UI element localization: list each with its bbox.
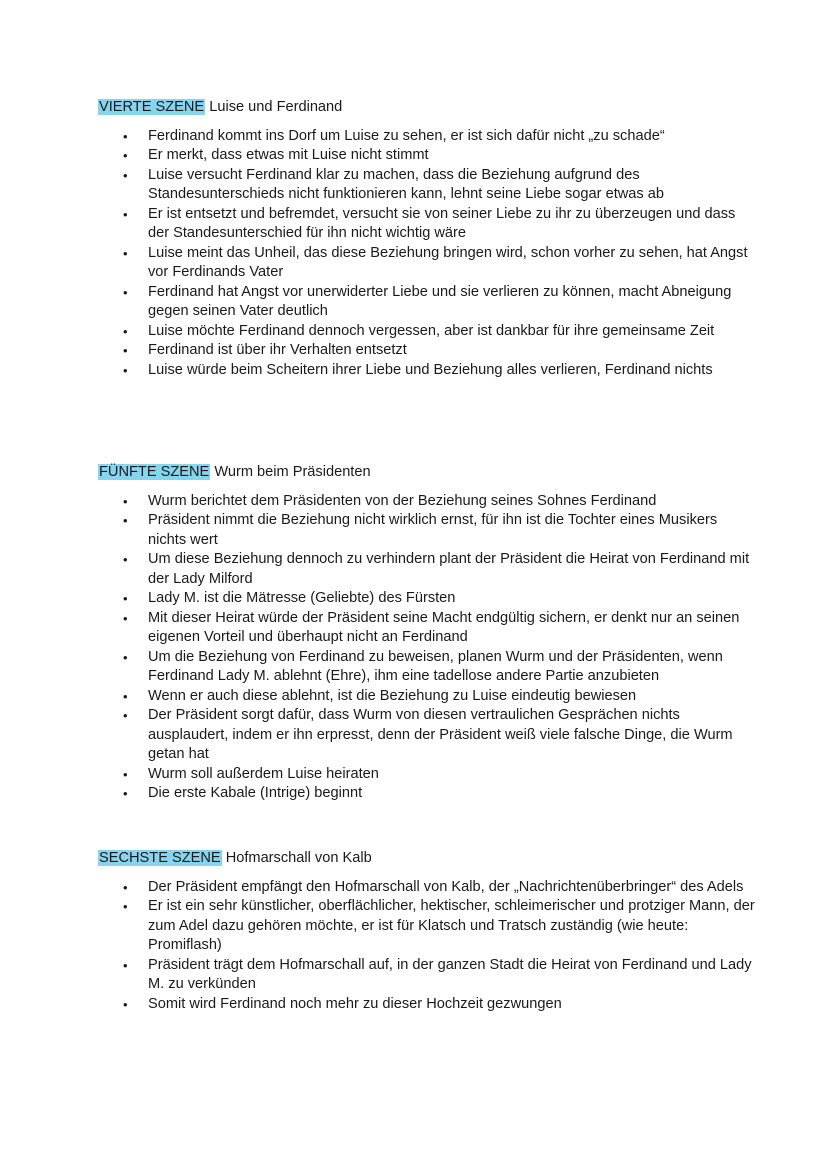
list-item-text: Luise versucht Ferdinand klar zu machen, dass die Beziehung aufgrund des Standesunterschieds nicht funktionieren kann, lehnt seine Liebe sogar etwas ab [148, 166, 664, 202]
bullet-icon: • [123, 591, 128, 606]
bullet-list [98, 127, 758, 381]
bullet-icon: • [123, 206, 128, 222]
list-item-text: Er ist entsetzt und befremdet, versucht sie von seiner Liebe zu ihr zu überzeugen und dass der Standesunterschied für ihn nicht wichtig wäre [148, 205, 736, 241]
bullet-icon: • [123, 284, 128, 300]
list-item-text: Wurm soll außerdem Luise heiraten [148, 765, 379, 782]
list-item [98, 341, 758, 361]
list-item-text: Mit dieser Heirat würde der Präsident seine Macht endgültig sichern, er denkt nur an seinen eigenen Vorteil und überhaupt nicht an Ferdinand [148, 609, 740, 645]
bullet-icon: • [123, 766, 128, 782]
list-item [98, 361, 758, 381]
bullet-icon: • [123, 879, 128, 895]
list-item-text: Ferdinand ist über ihr Verhalten entsetzt [148, 342, 407, 358]
bullet-icon: • [123, 128, 128, 144]
list-item-text: Somit wird Ferdinand noch mehr zu dieser Hochzeit gezwungen [148, 995, 562, 1012]
list-item [98, 706, 758, 765]
bullet-icon: • [123, 148, 128, 163]
list-item [98, 878, 758, 898]
list-item-text: Präsident nimmt die Beziehung nicht wirklich ernst, für ihn ist die Tochter eines Musikers nichts wert [148, 512, 718, 548]
list-item [98, 589, 758, 609]
list-item-text: Wenn er auch diese ablehnt, ist die Beziehung zu Luise eindeutig bewiesen [148, 687, 637, 704]
list-item [98, 127, 758, 147]
section-heading [98, 849, 758, 869]
bullet-icon: • [123, 649, 128, 665]
list-item [98, 687, 758, 707]
list-item [98, 956, 758, 995]
list-item [98, 550, 758, 589]
list-item-text: Um die Beziehung von Ferdinand zu beweisen, planen Wurm und der Präsidenten, wenn Ferdinand Lady M. ablehnt (Ehre), ihm eine tadellose andere Partie anzubieten [148, 648, 723, 684]
list-item [98, 765, 758, 785]
bullet-icon: • [123, 610, 128, 626]
scene-title: Hofmarschall von Kalb [225, 850, 372, 866]
list-item [98, 511, 758, 550]
list-item-text: Lady M. ist die Mätresse (Geliebte) des Fürsten [148, 590, 456, 606]
list-item-text: Er merkt, dass etwas mit Luise nicht stimmt [148, 147, 429, 163]
list-item-text: Ferdinand hat Angst vor unerwiderter Liebe und sie verlieren zu können, macht Abneigung gegen seinen Vater deutlich [148, 283, 732, 319]
section-vierte-szene [98, 98, 758, 380]
bullet-icon: • [123, 708, 128, 723]
scene-label-highlight: SECHSTE SZENE [99, 850, 221, 866]
scene-title: Luise und Ferdinand [209, 99, 343, 115]
bullet-icon: • [123, 362, 128, 378]
bullet-icon: • [123, 493, 128, 509]
bullet-icon: • [123, 167, 128, 183]
list-item [98, 897, 758, 956]
scene-label-highlight: VIERTE SZENE [99, 99, 205, 115]
list-item [98, 492, 758, 512]
list-item [98, 166, 758, 205]
bullet-icon: • [123, 343, 128, 358]
list-item-text: Luise möchte Ferdinand dennoch vergessen, aber ist dankbar für ihre gemeinsame Zeit [148, 322, 715, 339]
list-item-text: Der Präsident empfängt den Hofmarschall von Kalb, der „Nachrichtenüberbringer“ des Adels [148, 878, 744, 895]
bullet-list [98, 492, 758, 804]
list-item-text: Luise würde beim Scheitern ihrer Liebe und Beziehung alles verlieren, Ferdinand nichts [148, 361, 713, 378]
bullet-icon: • [123, 552, 128, 567]
list-item-text: Luise meint das Unheil, das diese Beziehung bringen wird, schon vorher zu sehen, hat Angst vor Ferdinands Vater [148, 244, 748, 280]
scene-title: Wurm beim Präsidenten [214, 464, 371, 480]
bullet-icon: • [123, 957, 128, 973]
bullet-icon: • [123, 996, 128, 1012]
list-item [98, 995, 758, 1015]
list-item-text: Der Präsident sorgt dafür, dass Wurm von diesen vertraulichen Gesprächen nichts ausplaudert, indem er ihn erpresst, denn der Präsident weiß viele falsche Dinge, die Wurm getan hat [148, 707, 733, 762]
list-item [98, 205, 758, 244]
bullet-icon: • [123, 786, 128, 801]
bullet-icon: • [123, 688, 128, 704]
bullet-icon: • [123, 245, 128, 261]
list-item-text: Präsident trägt dem Hofmarschall auf, in der ganzen Stadt die Heirat von Ferdinand und Lady M. zu verkünden [148, 956, 752, 992]
section-heading [98, 98, 758, 118]
bullet-icon: • [123, 323, 128, 339]
list-item [98, 146, 758, 166]
list-item [98, 648, 758, 687]
section-fuenfte-szene [98, 463, 758, 804]
list-item-text: Die erste Kabale (Intrige) beginnt [148, 785, 363, 801]
bullet-icon: • [123, 513, 128, 528]
list-item [98, 322, 758, 342]
section-sechste-szene [98, 849, 758, 1014]
list-item-text: Er ist ein sehr künstlicher, oberflächlicher, hektischer, schleimerischer und protziger Mann, der zum Adel dazu gehören möchte, er ist für Klatsch und Tratsch zuständig (wie heute: Promiflash) [148, 898, 755, 953]
list-item-text: Um diese Beziehung dennoch zu verhindern plant der Präsident die Heirat von Ferdinand mit der Lady Milford [148, 551, 750, 587]
scene-label-highlight: FÜNFTE SZENE [99, 464, 210, 480]
list-item [98, 244, 758, 283]
list-item-text: Ferdinand kommt ins Dorf um Luise zu sehen, er ist sich dafür nicht „zu schade“ [148, 127, 665, 144]
list-item-text: Wurm berichtet dem Präsidenten von der Beziehung seines Sohnes Ferdinand [148, 492, 657, 509]
section-heading [98, 463, 758, 483]
list-item [98, 609, 758, 648]
list-item [98, 784, 758, 804]
bullet-icon: • [123, 899, 128, 914]
list-item [98, 283, 758, 322]
bullet-list [98, 878, 758, 1015]
